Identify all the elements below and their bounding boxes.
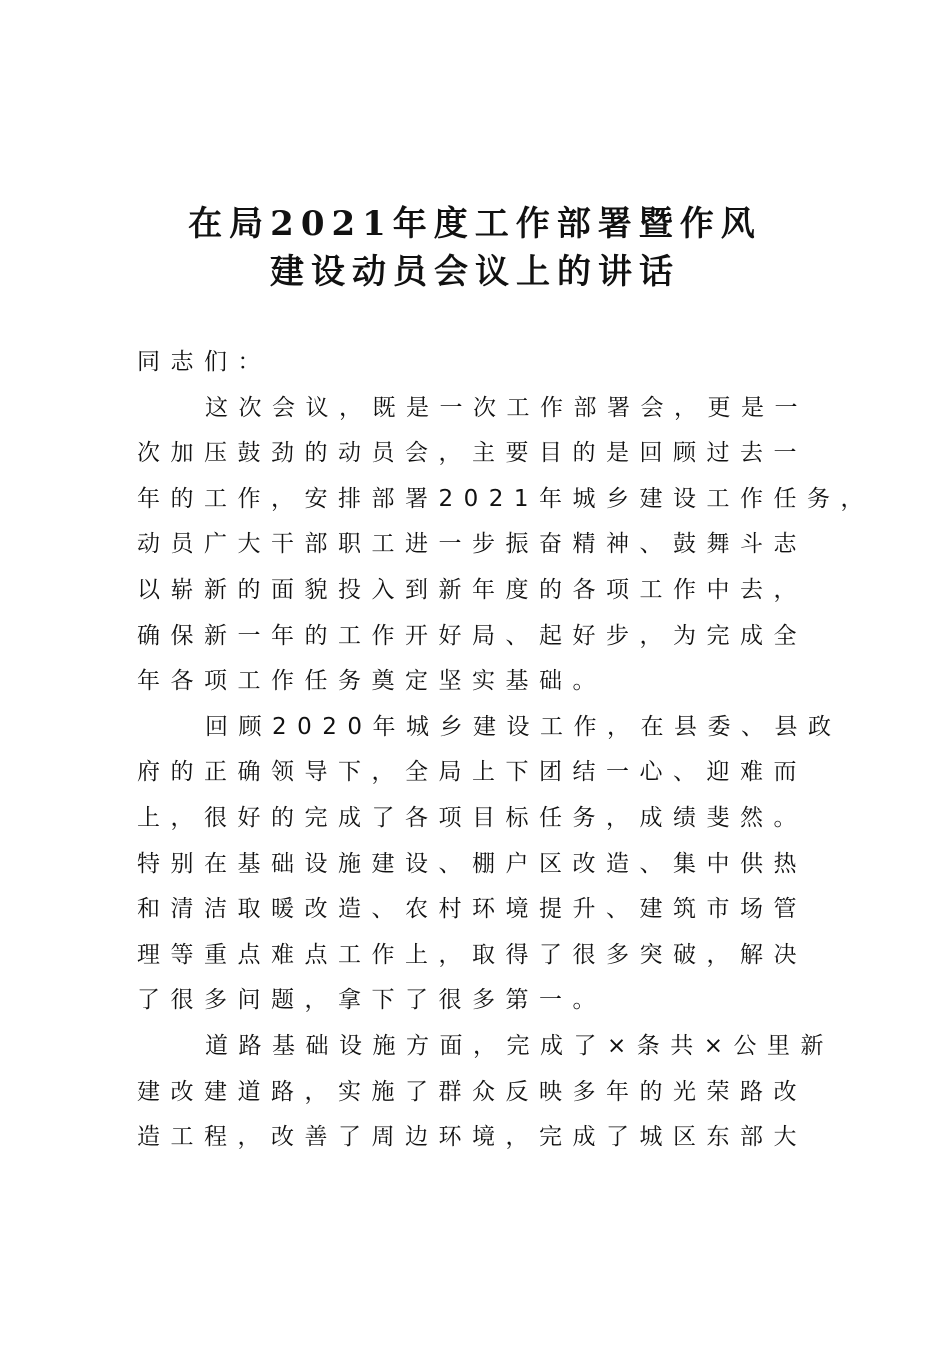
paragraph-line: 这次会议，既是一次工作部署会，更是一: [205, 394, 808, 421]
title-line: 在局2021年度工作部署暨作风: [188, 204, 762, 244]
paragraph-line: 特别在基础设施建设、棚户区改造、集中供热: [137, 850, 807, 877]
paragraph-line: 次加压鼓劲的动员会，主要目的是回顾过去一: [137, 440, 807, 467]
paragraph-line: 回顾2020年城乡建设工作，在县委、县政: [205, 713, 842, 740]
paragraph-line: 理等重点难点工作上，取得了很多突破，解决: [137, 941, 807, 968]
paragraph-line: 以崭新的面貌投入到新年度的各项工作中去，: [137, 576, 807, 603]
paragraph-line: 年的工作，安排部署2021年城乡建设工作任务，: [137, 485, 875, 512]
paragraph: [137, 705, 842, 1024]
document-title: [0, 200, 950, 296]
paragraph-line: 和清洁取暖改造、农村环境提升、建筑市场管: [137, 896, 807, 923]
paragraph-line: 年各项工作任务奠定坚实基础。: [137, 668, 606, 695]
paragraph-line: 造工程，改善了周边环境，完成了城区东部大: [137, 1124, 807, 1151]
paragraph: [137, 386, 875, 705]
paragraph-line: 府的正确领导下，全局上下团结一心、迎难而: [137, 759, 807, 786]
paragraph: [137, 1024, 837, 1161]
paragraph-line: 建改建道路，实施了群众反映多年的光荣路改: [137, 1078, 807, 1105]
paragraph-line: 了很多问题，拿下了很多第一。: [137, 987, 606, 1014]
salutation: 同志们：: [137, 349, 271, 375]
document-body: [137, 340, 875, 1161]
paragraph-line: 道路基础设施方面，完成了×条共×公里新: [205, 1032, 835, 1059]
title-line: 建设动员会议上的讲话: [270, 252, 680, 292]
paragraph-line: 上，很好的完成了各项目标任务，成绩斐然。: [137, 804, 807, 831]
paragraph-line: 动员广大干部职工进一步振奋精神、鼓舞斗志: [137, 531, 807, 558]
paragraph-line: 确保新一年的工作开好局、起好步，为完成全: [137, 622, 807, 649]
